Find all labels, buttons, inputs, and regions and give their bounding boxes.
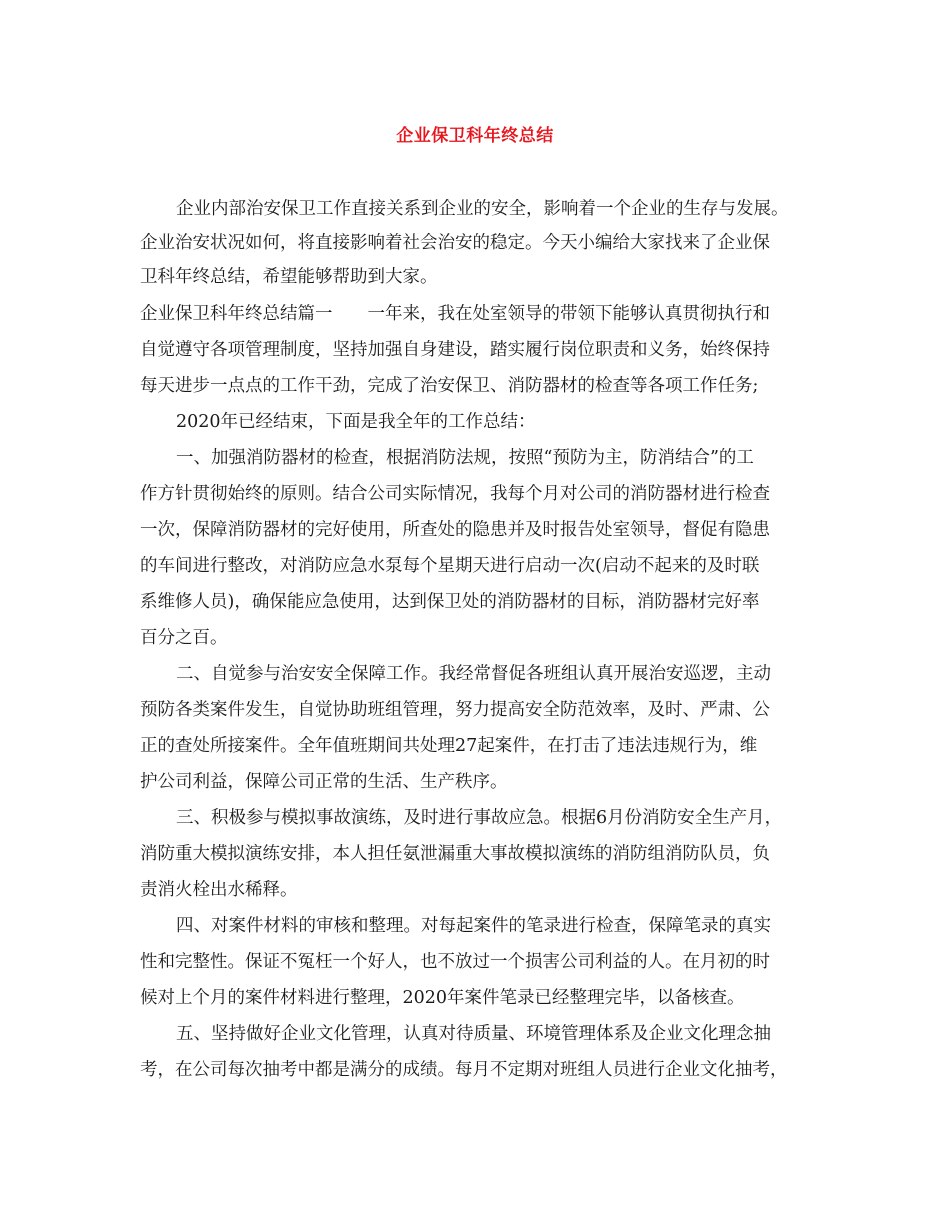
text-line: 一、加强消防器材的检查，根据消防法规，按照“预防为主，防消结合”的工 [176, 448, 754, 468]
text-line: 二、自觉参与治安安全保障工作。我经常督促各班组认真开展治安巡逻，主动 [176, 664, 771, 684]
text-line: 护公司利益，保障公司正常的生活、生产秩序。 [140, 772, 508, 792]
text-line: 考，在公司每次抽考中都是满分的成绩。每月不定期对班组人员进行企业文化抽考， [140, 1060, 788, 1080]
text-line: 百分之百。 [140, 628, 228, 648]
text-line: 正的查处所接案件。全年值班期间共处理27起案件，在打击了违法违规行为，维 [140, 736, 758, 756]
text-line: 责消火栓出水稀释。 [140, 880, 298, 900]
text-line: 企业治安状况如何，将直接影响着社会治安的稳定。今天小编给大家找来了企业保 [140, 233, 770, 253]
text-line: 作方针贯彻始终的原则。结合公司实际情况，我每个月对公司的消防器材进行检查 [140, 484, 770, 504]
text-line: 的车间进行整改，对消防应急水泵每个星期天进行启动一次(启动不起来的及时联 [140, 556, 760, 576]
text-line: 三、积极参与模拟事故演练，及时进行事故应急。根据6月份消防安全生产月， [176, 808, 783, 828]
text-line: 预防各类案件发生，自觉协助班组管理，努力提高安全防范效率，及时、严肃、公 [140, 700, 770, 720]
text-line: 每天进步一点点的工作干劲，完成了治安保卫、消防器材的检查等各项工作任务; [140, 376, 759, 396]
text-line: 消防重大模拟演练安排，本人担任氨泄漏重大事故模拟演练的消防组消防队员，负 [140, 844, 770, 864]
text-line: 候对上个月的案件材料进行整理，2020年案件笔录已经整理完毕，以备核查。 [140, 988, 745, 1008]
text-line: 卫科年终总结，希望能够帮助到大家。 [140, 267, 438, 287]
text-line: 系维修人员)，确保能应急使用，达到保卫处的消防器材的目标，消防器材完好率 [140, 592, 760, 612]
text-line: 五、坚持做好企业文化管理，认真对待质量、环境管理体系及企业文化理念抽 [176, 1024, 771, 1044]
text-line: 企业保卫科年终总结篇一 一年来，我在处室领导的带领下能够认真贯彻执行和 [140, 304, 770, 324]
text-line: 四、对案件材料的审核和整理。对每起案件的笔录进行检查，保障笔录的真实 [176, 916, 771, 936]
text-line: 企业内部治安保卫工作直接关系到企业的安全，影响着一个企业的生存与发展。 [176, 199, 789, 219]
text-line: 自觉遵守各项管理制度，坚持加强自身建设，踏实履行岗位职责和义务，始终保持 [140, 340, 770, 360]
text-line: 性和完整性。保证不冤枉一个好人，也不放过一个损害公司利益的人。在月初的时 [140, 952, 770, 972]
text-line: 一次，保障消防器材的完好使用，所查处的隐患并及时报告处室领导，督促有隐患 [140, 520, 770, 540]
text-line: 2020年已经结束，下面是我全年的工作总结： [176, 412, 536, 432]
document-title: 企业保卫科年终总结 [396, 126, 554, 146]
